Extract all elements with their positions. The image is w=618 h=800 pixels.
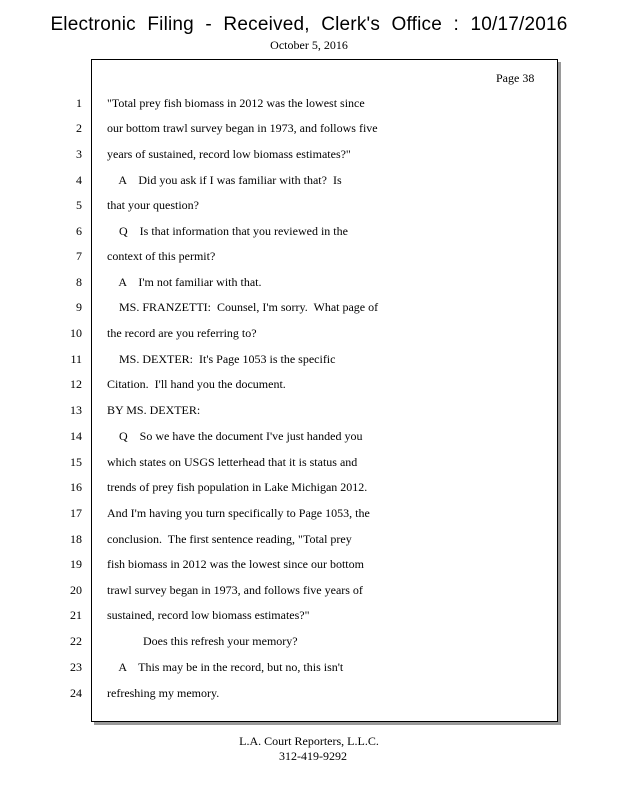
transcript-line: Q Is that information that you reviewed in the: [107, 224, 348, 238]
transcript-line: A I'm not familiar with that.: [107, 275, 262, 289]
transcript-line: context of this permit?: [107, 249, 216, 263]
line-number: 13: [70, 403, 82, 417]
line-number: 4: [76, 173, 82, 187]
transcript-line: MS. DEXTER: It's Page 1053 is the specific: [107, 352, 336, 366]
line-number: 2: [76, 121, 82, 135]
transcript-line: Citation. I'll hand you the document.: [107, 377, 286, 391]
line-number: 7: [76, 249, 82, 263]
transcript-line: our bottom trawl survey began in 1973, and follows five: [107, 121, 378, 135]
transcript-line: sustained, record low biomass estimates?": [107, 608, 310, 622]
transcript-line: the record are you referring to?: [107, 326, 257, 340]
line-number: 6: [76, 224, 82, 238]
transcript-line: "Total prey fish biomass in 2012 was the lowest since: [107, 96, 365, 110]
line-number: 19: [70, 557, 82, 571]
court-reporter-name: L.A. Court Reporters, L.L.C.: [239, 734, 379, 748]
line-number: 12: [70, 377, 82, 391]
line-number: 22: [70, 634, 82, 648]
court-reporter-phone: 312-419-9292: [279, 749, 347, 763]
line-number: 3: [76, 147, 82, 161]
transcript-line: that your question?: [107, 198, 199, 212]
transcript-line: conclusion. The first sentence reading, "Total prey: [107, 532, 352, 546]
transcript-line: fish biomass in 2012 was the lowest since our bottom: [107, 557, 364, 571]
transcript-line: refreshing my memory.: [107, 686, 220, 700]
transcript-line: A This may be in the record, but no, this isn't: [107, 660, 344, 674]
line-number: 11: [70, 352, 82, 366]
line-number: 14: [70, 429, 82, 443]
transcript-line: MS. FRANZETTI: Counsel, I'm sorry. What page of: [107, 300, 379, 314]
transcript-line: trends of prey fish population in Lake Michigan 2012.: [107, 480, 368, 494]
line-number: 17: [70, 506, 82, 520]
line-number: 16: [70, 480, 82, 494]
line-number: 1: [76, 96, 82, 110]
filing-stamp: Electronic Filing - Received, Clerk's Office : 10/17/2016: [50, 14, 568, 35]
transcript-line: which states on USGS letterhead that it is status and: [107, 455, 358, 469]
line-number: 23: [70, 660, 82, 674]
transcript-line: years of sustained, record low biomass estimates?": [107, 147, 351, 161]
line-number: 18: [70, 532, 82, 546]
transcript-line: And I'm having you turn specifically to Page 1053, the: [107, 506, 370, 520]
transcript-line: trawl survey began in 1973, and follows five years of: [107, 583, 363, 597]
transcript-line: Does this refresh your memory?: [107, 634, 298, 648]
transcript-line: Q So we have the document I've just handed you: [107, 429, 363, 443]
line-number: 10: [70, 326, 82, 340]
line-number: 24: [70, 686, 82, 700]
transcript-date: October 5, 2016: [270, 38, 348, 52]
line-number: 20: [70, 583, 82, 597]
transcript-line: BY MS. DEXTER:: [107, 403, 201, 417]
line-number: 8: [76, 275, 82, 289]
page-number: Page 38: [496, 71, 535, 85]
line-number: 9: [76, 300, 82, 314]
transcript-line: A Did you ask if I was familiar with that? Is: [107, 173, 342, 187]
line-number: 21: [70, 608, 82, 622]
line-number: 15: [70, 455, 82, 469]
line-number: 5: [76, 198, 82, 212]
